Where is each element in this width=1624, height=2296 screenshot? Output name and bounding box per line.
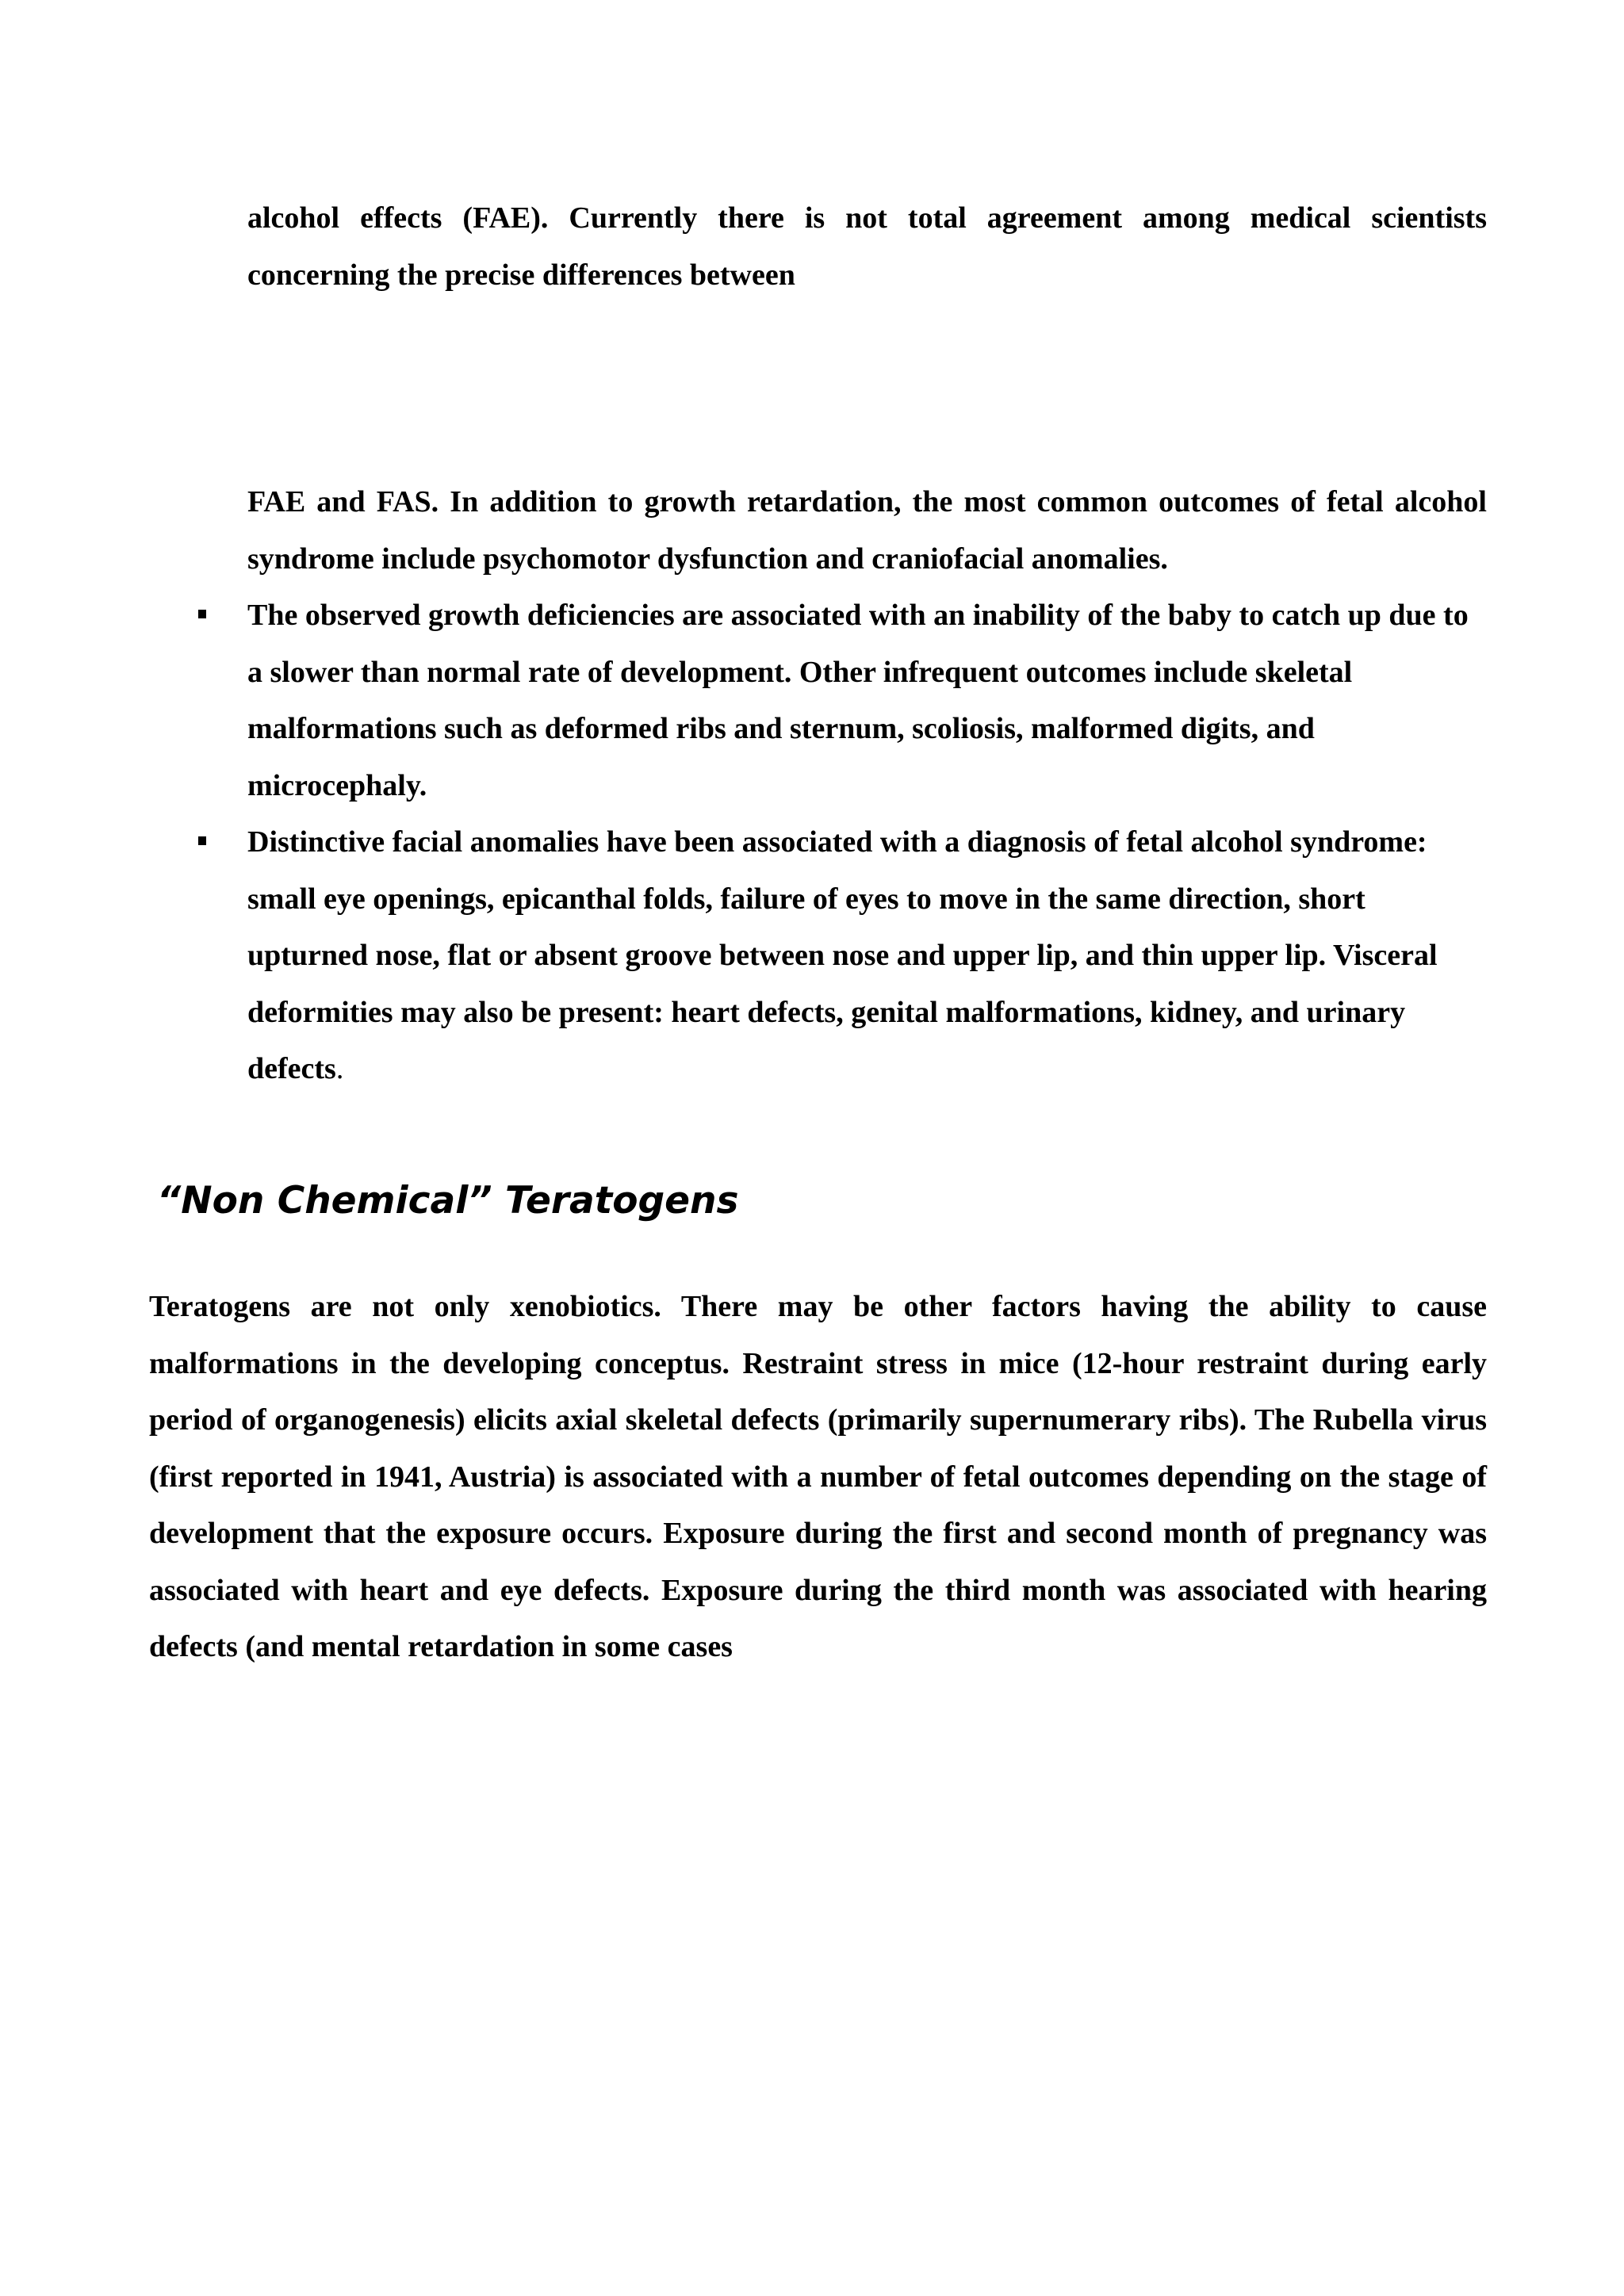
square-bullet-icon xyxy=(198,587,214,645)
paragraph-top: alcohol effects (FAE). Currently there is not total agreement among medical scientists concerning the precise differences between xyxy=(247,201,1487,292)
square-bullet-icon xyxy=(198,814,214,871)
bullet-item-growth-deficiencies xyxy=(247,587,1487,814)
paragraph-continued: FAE and FAS. In addition to growth retardation, the most common outcomes of fetal alcohol syndrome include psychomotor dysfunction and craniofacial anomalies. xyxy=(247,485,1487,576)
bullet-trailing-period: . xyxy=(335,1052,344,1085)
section-heading: “Non Chemical” Teratogens xyxy=(157,1179,739,1223)
section-paragraph: Teratogens are not only xenobiotics. There may be other factors having the ability to cause malformations in the developing conceptus. Restraint stress in mice (12-hour restraint during early period of organogenesis) elicits axial skeletal defects (primarily supernumerary ribs). The Rubella virus (first reported in 1941, Austria) is associated with a number of fetal outcomes depending on the stage of development that the exposure occurs. Exposure during the first and second month of pregnancy was associated with heart and eye defects. Exposure during the third month was associated with hearing defects (and mental retardation in some cases xyxy=(149,1290,1487,1663)
bullet-text: Distinctive facial anomalies have been associated with a diagnosis of fetal alcohol syndrome: small eye openings, epicanthal folds, failure of eyes to move in the same direction, short upturned nose, flat or absent groove between nose and upper lip, and thin upper lip. Visceral deformities may also be present: heart defects, genital malformations, kidney, and urinary defects xyxy=(247,825,1438,1085)
bullet-item-facial-anomalies xyxy=(247,814,1487,1098)
bullet-text: The observed growth deficiencies are associated with an inability of the baby to catch up due to a slower than normal rate of development. Other infrequent outcomes include skeletal malformations such as deformed ribs and sternum, scoliosis, malformed digits, and microcephaly. xyxy=(247,599,1469,802)
